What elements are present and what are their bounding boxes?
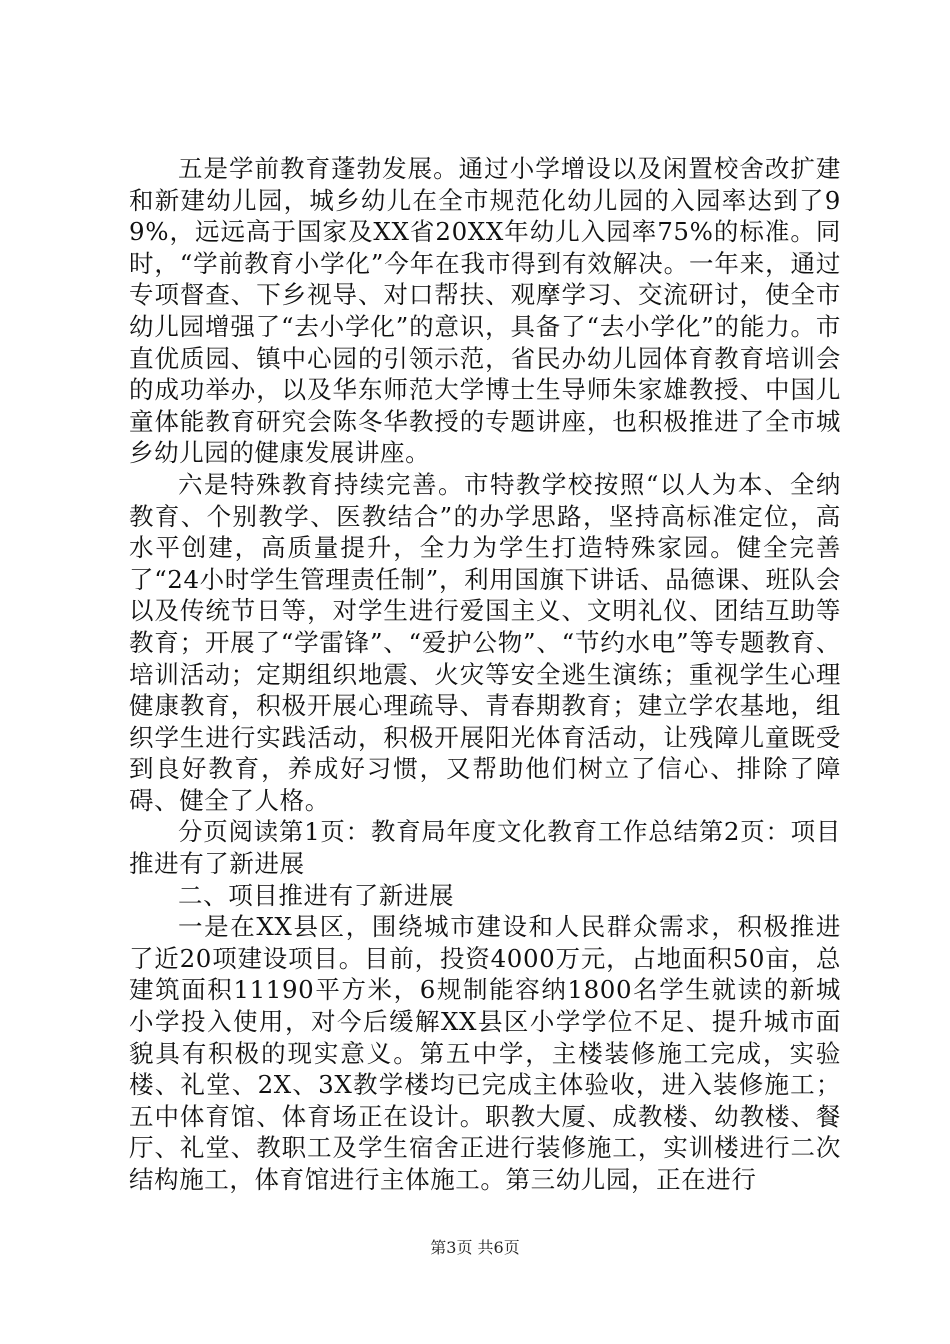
paragraph-special-education: 六是特殊教育持续完善。市特教学校按照“以人为本、全纳教育、个别教学、医教结合”的办学思路，坚持高标准定位，高水平创建，高质量提升，全力为学生打造特殊家园。健全完善了“24小时学生管理责任制”，利用国旗下讲话、品德课、班队会以及传统节日等，对学生进行爱国主义、文明礼仪、团结互助等教育；开展了“学雷锋”、“爱护公物”、“节约水电”等专题教育、培训活动；定期组织地震、火灾等安全逃生演练；重视学生心理健康教育，积极开展心理疏导、青春期教育；建立学农基地，组织学生进行实践活动，积极开展阳光体育活动，让残障儿童既受到良好教育，养成好习惯，又帮助他们树立了信心、排除了障碍、健全了人格。 [129, 469, 841, 815]
document-body [129, 153, 841, 1196]
paragraph-page-navigation: 分页阅读第1页：教育局年度文化教育工作总结第2页：项目推进有了新进展 [129, 817, 841, 879]
paragraph-preschool-education: 五是学前教育蓬勃发展。通过小学增设以及闲置校舍改扩建和新建幼儿园，城乡幼儿在全市规范化幼儿园的入园率达到了99%，远远高于国家及XX省20XX年幼儿入园率75%的标准。同时，“学前教育小学化”今年在我市得到有效解决。一年来，通过专项督查、下乡视导、对口帮扶、观摩学习、交流研讨，使全市幼儿园增强了“去小学化”的意识，具备了“去小学化”的能力。市直优质园、镇中心园的引领示范，省民办幼儿园体育教育培训会的成功举办，以及华东师范大学博士生导师朱家雄教授、中国儿童体能教育研究会陈冬华教授的专题讲座，也积极推进了全市城乡幼儿园的健康发展讲座。 [129, 154, 841, 468]
paragraph-construction-projects: 一是在XX县区，围绕城市建设和人民群众需求，积极推进了近20项建设项目。目前，投资4000万元，占地面积50亩，总建筑面积11190平方米，6规制能容纳1800名学生就读的新城小学投入使用，对今后缓解XX县区小学学位不足、提升城市面貌具有积极的现实意义。第五中学，主楼装修施工完成，实验楼、礼堂、2X、3X教学楼均已完成主体验收，进入装修施工；五中体育馆、体育场正在设计。职教大厦、成教楼、幼教楼、餐厅、礼堂、教职工及学生宿舍正进行装修施工，实训楼进行二次结构施工，体育馆进行主体施工。第三幼儿园，正在进行 [129, 912, 841, 1194]
section-heading: 二、项目推进有了新进展 [178, 880, 455, 910]
page-footer: 第3页 共6页 [430, 1238, 520, 1257]
